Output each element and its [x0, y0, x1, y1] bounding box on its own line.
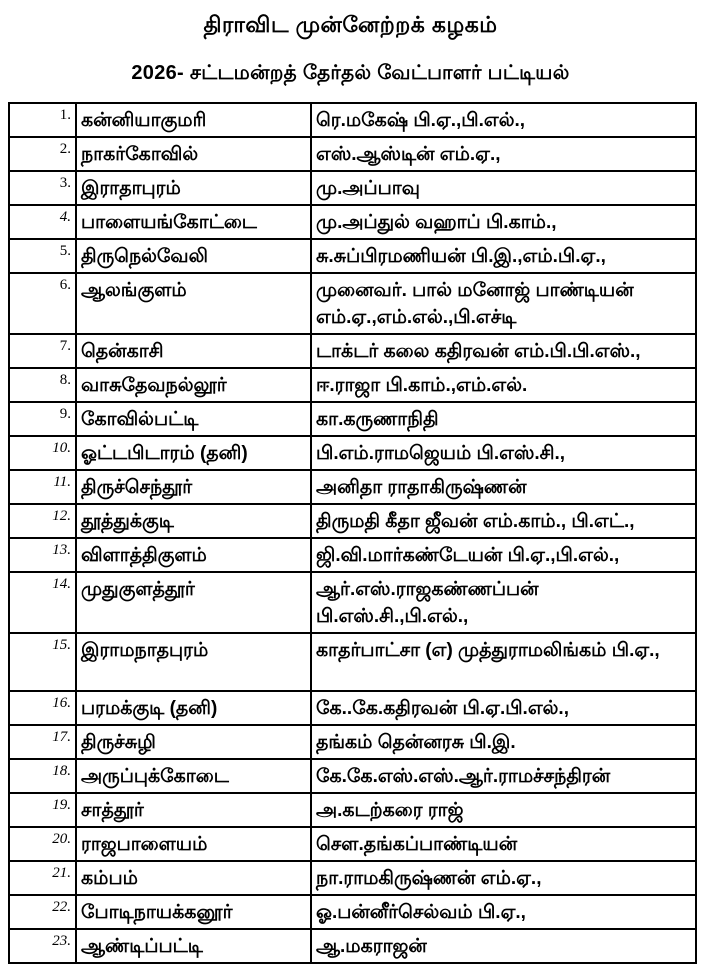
row-number: 20. — [9, 827, 76, 861]
candidate-cell: நா.ராமகிருஷ்ணன் எம்.ஏ., — [311, 861, 696, 895]
candidate-table — [8, 102, 697, 964]
row-number: 1. — [9, 103, 76, 137]
row-number: 14. — [9, 572, 76, 633]
table-row — [9, 205, 696, 239]
constituency-cell: தூத்துக்குடி — [76, 504, 311, 538]
candidate-cell: திருமதி கீதா ஜீவன் எம்.காம்., பி.எட்., — [311, 504, 696, 538]
table-row — [9, 334, 696, 368]
constituency-cell: திருச்சுழி — [76, 725, 311, 759]
row-number: 7. — [9, 334, 76, 368]
candidate-cell: மு.அப்பாவு — [311, 171, 696, 205]
row-number: 17. — [9, 725, 76, 759]
candidate-cell: கே..கே.கதிரவன் பி.ஏ.பி.எல்., — [311, 691, 696, 725]
row-number: 23. — [9, 929, 76, 963]
row-number: 10. — [9, 436, 76, 470]
table-row — [9, 633, 696, 691]
candidate-cell: சு.சுப்பிரமணியன் பி.இ.,எம்.பி.ஏ., — [311, 239, 696, 273]
row-number: 15. — [9, 633, 76, 691]
row-number: 19. — [9, 793, 76, 827]
constituency-cell: கன்னியாகுமரி — [76, 103, 311, 137]
page-title: திராவிட முன்னேற்றக் கழகம் — [203, 12, 498, 37]
table-row — [9, 436, 696, 470]
candidate-cell: எஸ்.ஆஸ்டின் எம்.ஏ., — [311, 137, 696, 171]
constituency-cell: இராமநாதபுரம் — [76, 633, 311, 691]
candidate-cell: டாக்டர் கலை கதிரவன் எம்.பி.பி.எஸ்., — [311, 334, 696, 368]
candidate-cell: ஜி.வி.மார்கண்டேயன் பி.ஏ.,பி.எல்., — [311, 538, 696, 572]
constituency-cell: ஆண்டிப்பட்டி — [76, 929, 311, 963]
row-number: 11. — [9, 470, 76, 504]
constituency-cell: இராதாபுரம் — [76, 171, 311, 205]
table-row — [9, 103, 696, 137]
candidate-cell: சௌ.தங்கப்பாண்டியன் — [311, 827, 696, 861]
row-number: 6. — [9, 273, 76, 334]
constituency-cell: திருச்செந்தூர் — [76, 470, 311, 504]
constituency-cell: கம்பம் — [76, 861, 311, 895]
constituency-cell: ஆலங்குளம் — [76, 273, 311, 334]
constituency-cell: ராஜபாளையம் — [76, 827, 311, 861]
candidate-cell: காதர்பாட்சா (எ) முத்துராமலிங்கம் பி.ஏ., — [311, 633, 696, 691]
candidate-cell: ஓ.பன்னீர்செல்வம் பி.ஏ., — [311, 895, 696, 929]
constituency-cell: திருநெல்வேலி — [76, 239, 311, 273]
constituency-cell: கோவில்பட்டி — [76, 402, 311, 436]
candidate-cell: ஆர்.எஸ்.ராஜகண்ணப்பன் பி.எஸ்.சி.,பி.எல்., — [311, 572, 696, 633]
constituency-cell: முதுகுளத்தூர் — [76, 572, 311, 633]
constituency-cell: விளாத்திகுளம் — [76, 538, 311, 572]
table-row — [9, 572, 696, 633]
candidate-cell: ஆ.மகராஜன் — [311, 929, 696, 963]
candidate-cell: ஈ.ராஜா பி.காம்.,எம்.எல். — [311, 368, 696, 402]
candidate-cell: கே.கே.எஸ்.எஸ்.ஆர்.ராமச்சந்திரன் — [311, 759, 696, 793]
constituency-cell: ஓட்டபிடாரம் (தனி) — [76, 436, 311, 470]
table-row — [9, 470, 696, 504]
candidate-cell: கா.கருணாநிதி — [311, 402, 696, 436]
table-row — [9, 273, 696, 334]
constituency-cell: போடிநாயக்கனூர் — [76, 895, 311, 929]
table-row — [9, 239, 696, 273]
candidate-cell: அ.கடற்கரை ராஜ் — [311, 793, 696, 827]
table-row — [9, 402, 696, 436]
table-row — [9, 861, 696, 895]
row-number: 22. — [9, 895, 76, 929]
table-row — [9, 691, 696, 725]
table-row — [9, 895, 696, 929]
candidate-cell: தங்கம் தென்னரசு பி.இ. — [311, 725, 696, 759]
table-row — [9, 368, 696, 402]
constituency-cell: அருப்புக்கோடை — [76, 759, 311, 793]
constituency-cell: வாசுதேவநல்லூர் — [76, 368, 311, 402]
candidate-cell: முனைவர். பால் மனோஜ் பாண்டியன் எம்.ஏ.,எம்.எல்.,பி.எச்டி — [311, 273, 696, 334]
candidate-cell: பி.எம்.ராமஜெயம் பி.எஸ்.சி., — [311, 436, 696, 470]
row-number: 8. — [9, 368, 76, 402]
constituency-cell: நாகர்கோவில் — [76, 137, 311, 171]
row-number: 9. — [9, 402, 76, 436]
row-number: 3. — [9, 171, 76, 205]
row-number: 4. — [9, 205, 76, 239]
page-subtitle: 2026- சட்டமன்றத் தேர்தல் வேட்பாளர் பட்டியல் — [131, 62, 570, 84]
table-row — [9, 538, 696, 572]
constituency-cell: பரமக்குடி (தனி) — [76, 691, 311, 725]
row-number: 5. — [9, 239, 76, 273]
table-row — [9, 137, 696, 171]
constituency-cell: பாளையங்கோட்டை — [76, 205, 311, 239]
table-row — [9, 759, 696, 793]
candidate-cell: அனிதா ராதாகிருஷ்ணன் — [311, 470, 696, 504]
table-row — [9, 171, 696, 205]
candidate-cell: மு.அப்துல் வஹாப் பி.காம்., — [311, 205, 696, 239]
constituency-cell: சாத்தூர் — [76, 793, 311, 827]
row-number: 2. — [9, 137, 76, 171]
table-row — [9, 725, 696, 759]
candidate-cell: ரெ.மகேஷ் பி.ஏ.,பி.எல்., — [311, 103, 696, 137]
row-number: 18. — [9, 759, 76, 793]
table-row — [9, 827, 696, 861]
row-number: 16. — [9, 691, 76, 725]
row-number: 12. — [9, 504, 76, 538]
table-row — [9, 793, 696, 827]
row-number: 13. — [9, 538, 76, 572]
row-number: 21. — [9, 861, 76, 895]
table-row — [9, 504, 696, 538]
constituency-cell: தென்காசி — [76, 334, 311, 368]
table-row — [9, 929, 696, 963]
